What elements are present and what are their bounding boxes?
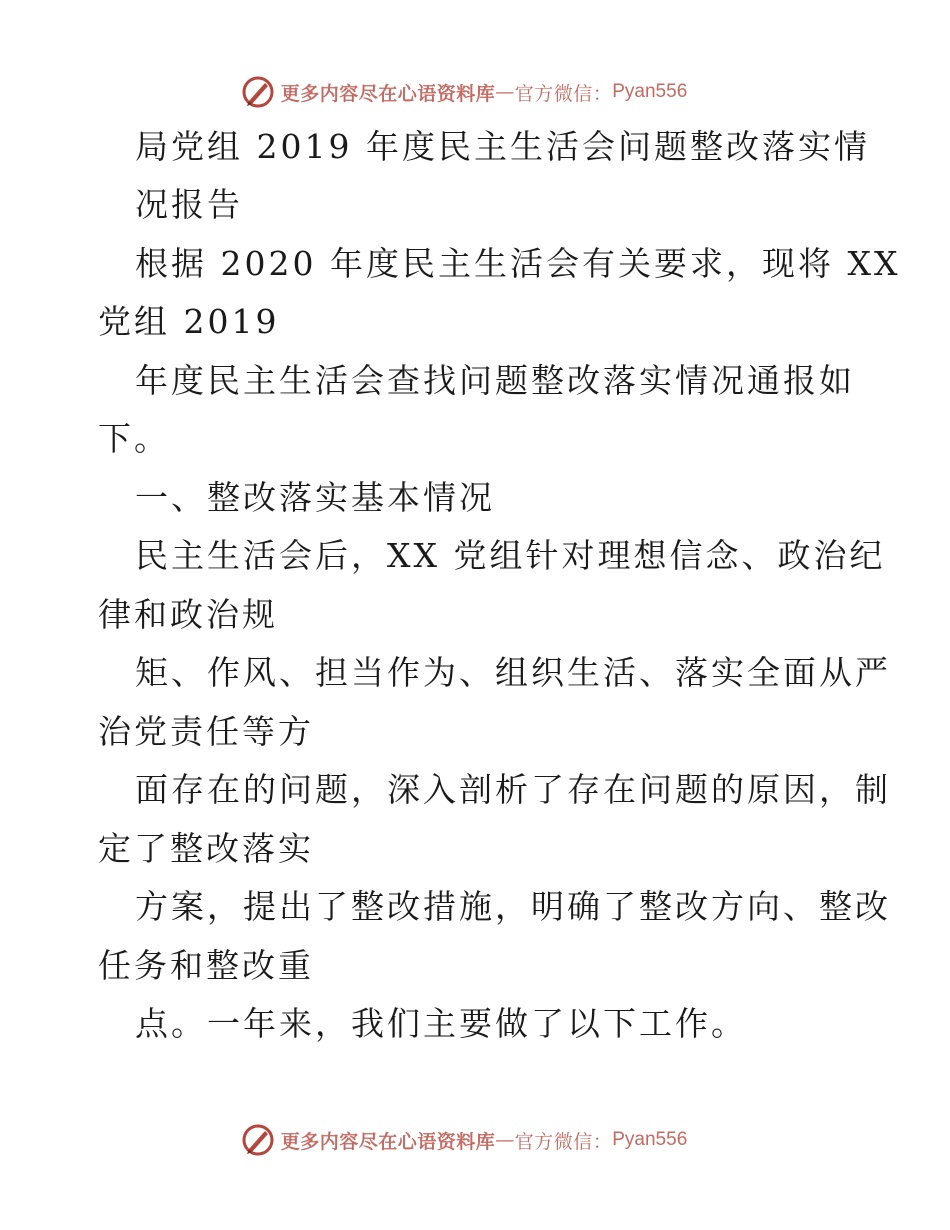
pen-logo-icon — [241, 75, 275, 109]
paragraph-line: 党组 2019 — [98, 302, 280, 341]
paragraph-line: 治党责任等方 — [98, 712, 314, 751]
paragraph-line: 根据 2020 年度民主生活会有关要求，现将 XX — [135, 244, 901, 283]
watermark-wechat-id: Pyan556 — [612, 1129, 688, 1150]
watermark-banner-bottom — [0, 1118, 950, 1162]
section-heading: 一、整改落实基本情况 — [135, 478, 495, 517]
watermark-dash: — — [495, 1129, 515, 1151]
paragraph-line: 任务和整改重 — [98, 946, 314, 985]
paragraph-line: 年度民主生活会查找问题整改落实情况通报如 — [135, 361, 855, 400]
paragraph-line: 律和政治规 — [98, 595, 278, 634]
watermark-main-text: 更多内容尽在心语资料库 — [280, 1130, 496, 1153]
watermark-sub-text: 官方微信： — [514, 1130, 613, 1153]
paragraph-line: 矩、作风、担当作为、组织生活、落实全面从严 — [135, 653, 891, 692]
document-title-line: 局党组 2019 年度民主生活会问题整改落实情 — [135, 127, 870, 166]
paragraph-line: 定了整改落实 — [98, 829, 314, 868]
paragraph-line: 点。一年来，我们主要做了以下工作。 — [135, 1004, 747, 1043]
paragraph-line: 民主生活会后，XX 党组针对理想信念、政治纪 — [135, 536, 886, 575]
watermark-dash: — — [495, 81, 515, 103]
document-title-line: 况报告 — [135, 185, 243, 224]
paragraph-line: 面存在的问题，深入剖析了存在问题的原因，制 — [135, 770, 891, 809]
paragraph-line: 方案，提出了整改措施，明确了整改方向、整改 — [135, 887, 891, 926]
paragraph-line: 下。 — [98, 419, 170, 458]
watermark-main-text: 更多内容尽在心语资料库 — [280, 82, 496, 105]
pen-logo-icon — [241, 1123, 275, 1157]
watermark-sub-text: 官方微信： — [514, 82, 613, 105]
watermark-banner-top — [0, 70, 950, 114]
watermark-wechat-id: Pyan556 — [612, 81, 688, 102]
